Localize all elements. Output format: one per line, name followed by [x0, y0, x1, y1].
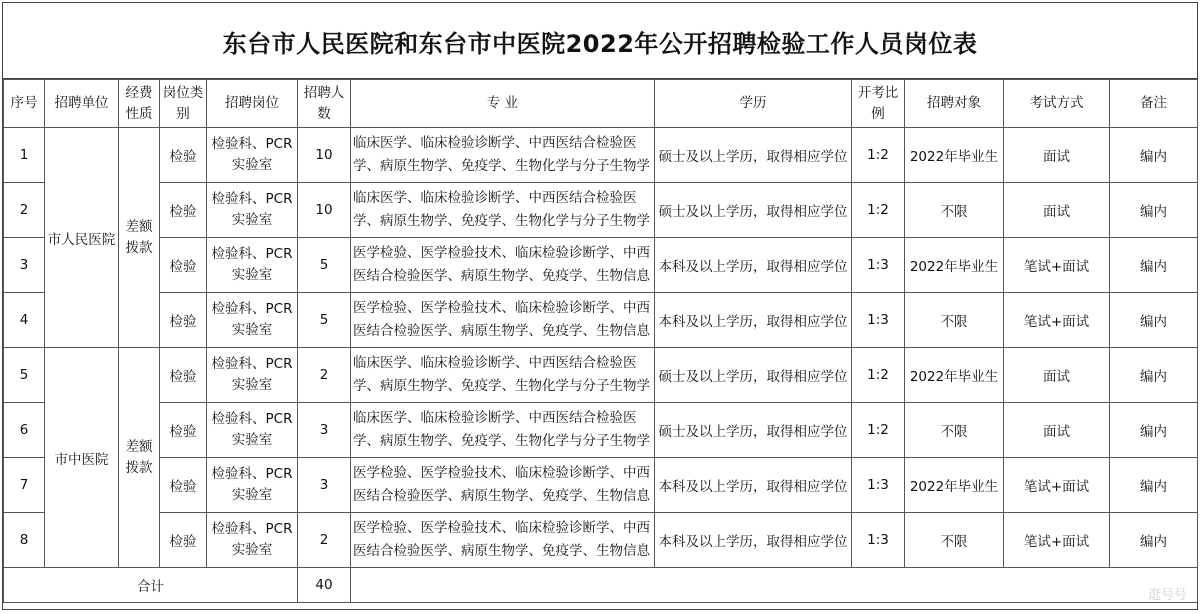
target-cell: 不限 [905, 183, 1004, 238]
ratio-cell: 1:3 [852, 238, 905, 293]
education-cell: 硕士及以上学历，取得相应学位 [655, 183, 852, 238]
table-row [4, 183, 1198, 238]
table-row [4, 513, 1198, 568]
major-cell: 临床医学、临床检验诊断学、中西医结合检验医学、病原生物学、免疫学、生物化学与分子生物学 [351, 403, 655, 458]
funding-cell: 差额拨款 [119, 128, 160, 348]
count-cell: 2 [298, 513, 351, 568]
category-cell: 检验 [160, 513, 207, 568]
category-cell: 检验 [160, 458, 207, 513]
header-cell: 备注 [1110, 80, 1198, 128]
education-cell: 本科及以上学历，取得相应学位 [655, 293, 852, 348]
note-cell: 编内 [1110, 183, 1198, 238]
major-cell: 临床医学、临床检验诊断学、中西医结合检验医学、病原生物学、免疫学、生物化学与分子生物学 [351, 348, 655, 403]
table-row [4, 238, 1198, 293]
positions-table [3, 79, 1198, 603]
target-cell: 2022年毕业生 [905, 238, 1004, 293]
row-number: 1 [4, 128, 45, 183]
page-title: 东台市人民医院和东台市中医院2022年公开招聘检验工作人员岗位表 [3, 3, 1197, 79]
watermark: 逛号号 [1147, 588, 1187, 603]
header-cell: 岗位类别 [160, 80, 207, 128]
count-cell: 10 [298, 128, 351, 183]
position-cell: 检验科、PCR实验室 [207, 238, 298, 293]
major-cell: 医学检验、医学检验技术、临床检验诊断学、中西医结合检验医学、病原生物学、免疫学、生物信息 [351, 293, 655, 348]
exam-cell: 笔试+面试 [1004, 458, 1110, 513]
row-number: 6 [4, 403, 45, 458]
row-number: 7 [4, 458, 45, 513]
category-cell: 检验 [160, 293, 207, 348]
ratio-cell: 1:3 [852, 513, 905, 568]
count-cell: 2 [298, 348, 351, 403]
position-cell: 检验科、PCR实验室 [207, 183, 298, 238]
table-body [4, 128, 1198, 603]
education-cell: 硕士及以上学历，取得相应学位 [655, 128, 852, 183]
ratio-cell: 1:2 [852, 183, 905, 238]
exam-cell: 面试 [1004, 403, 1110, 458]
exam-cell: 面试 [1004, 128, 1110, 183]
target-cell: 不限 [905, 513, 1004, 568]
exam-cell: 面试 [1004, 348, 1110, 403]
exam-cell: 笔试+面试 [1004, 238, 1110, 293]
header-cell: 经费性质 [119, 80, 160, 128]
header-cell: 序号 [4, 80, 45, 128]
note-cell: 编内 [1110, 128, 1198, 183]
header-row [4, 80, 1198, 128]
row-number: 5 [4, 348, 45, 403]
education-cell: 本科及以上学历，取得相应学位 [655, 513, 852, 568]
count-cell: 5 [298, 293, 351, 348]
row-number: 8 [4, 513, 45, 568]
major-cell: 临床医学、临床检验诊断学、中西医结合检验医学、病原生物学、免疫学、生物化学与分子生物学 [351, 183, 655, 238]
header-cell: 学历 [655, 80, 852, 128]
count-cell: 10 [298, 183, 351, 238]
table-row [4, 403, 1198, 458]
header-cell: 开考比例 [852, 80, 905, 128]
education-cell: 硕士及以上学历，取得相应学位 [655, 403, 852, 458]
note-cell: 编内 [1110, 458, 1198, 513]
major-cell: 医学检验、医学检验技术、临床检验诊断学、中西医结合检验医学、病原生物学、免疫学、生物信息 [351, 238, 655, 293]
category-cell: 检验 [160, 403, 207, 458]
row-number: 2 [4, 183, 45, 238]
education-cell: 硕士及以上学历，取得相应学位 [655, 348, 852, 403]
total-row [4, 568, 1198, 603]
table-row [4, 293, 1198, 348]
category-cell: 检验 [160, 183, 207, 238]
target-cell: 不限 [905, 403, 1004, 458]
ratio-cell: 1:3 [852, 458, 905, 513]
table-row [4, 348, 1198, 403]
ratio-cell: 1:3 [852, 293, 905, 348]
target-cell: 2022年毕业生 [905, 348, 1004, 403]
total-count: 40 [298, 568, 351, 603]
header-cell: 专 业 [351, 80, 655, 128]
funding-cell: 差额拨款 [119, 348, 160, 568]
target-cell: 不限 [905, 293, 1004, 348]
note-cell: 编内 [1110, 293, 1198, 348]
exam-cell: 笔试+面试 [1004, 293, 1110, 348]
row-number: 4 [4, 293, 45, 348]
total-label: 合计 [4, 568, 298, 603]
exam-cell: 面试 [1004, 183, 1110, 238]
target-cell: 2022年毕业生 [905, 458, 1004, 513]
table-row [4, 128, 1198, 183]
header-cell: 招聘对象 [905, 80, 1004, 128]
category-cell: 检验 [160, 348, 207, 403]
target-cell: 2022年毕业生 [905, 128, 1004, 183]
position-cell: 检验科、PCR实验室 [207, 513, 298, 568]
exam-cell: 笔试+面试 [1004, 513, 1110, 568]
category-cell: 检验 [160, 238, 207, 293]
note-cell: 编内 [1110, 403, 1198, 458]
header-cell: 招聘岗位 [207, 80, 298, 128]
major-cell: 临床医学、临床检验诊断学、中西医结合检验医学、病原生物学、免疫学、生物化学与分子生物学 [351, 128, 655, 183]
row-number: 3 [4, 238, 45, 293]
note-cell: 编内 [1110, 513, 1198, 568]
table-row [4, 458, 1198, 513]
position-cell: 检验科、PCR实验室 [207, 403, 298, 458]
education-cell: 本科及以上学历，取得相应学位 [655, 238, 852, 293]
position-cell: 检验科、PCR实验室 [207, 348, 298, 403]
header-cell: 考试方式 [1004, 80, 1110, 128]
education-cell: 本科及以上学历，取得相应学位 [655, 458, 852, 513]
count-cell: 3 [298, 403, 351, 458]
header-cell: 招聘人数 [298, 80, 351, 128]
unit-cell: 市人民医院 [45, 128, 119, 348]
major-cell: 医学检验、医学检验技术、临床检验诊断学、中西医结合检验医学、病原生物学、免疫学、生物信息 [351, 513, 655, 568]
note-cell: 编内 [1110, 238, 1198, 293]
category-cell: 检验 [160, 128, 207, 183]
unit-cell: 市中医院 [45, 348, 119, 568]
recruitment-sheet [2, 2, 1198, 610]
total-empty-cell [351, 568, 1198, 603]
position-cell: 检验科、PCR实验室 [207, 128, 298, 183]
major-cell: 医学检验、医学检验技术、临床检验诊断学、中西医结合检验医学、病原生物学、免疫学、生物信息 [351, 458, 655, 513]
ratio-cell: 1:2 [852, 403, 905, 458]
ratio-cell: 1:2 [852, 128, 905, 183]
header-cell: 招聘单位 [45, 80, 119, 128]
note-cell: 编内 [1110, 348, 1198, 403]
ratio-cell: 1:2 [852, 348, 905, 403]
position-cell: 检验科、PCR实验室 [207, 293, 298, 348]
position-cell: 检验科、PCR实验室 [207, 458, 298, 513]
count-cell: 3 [298, 458, 351, 513]
count-cell: 5 [298, 238, 351, 293]
